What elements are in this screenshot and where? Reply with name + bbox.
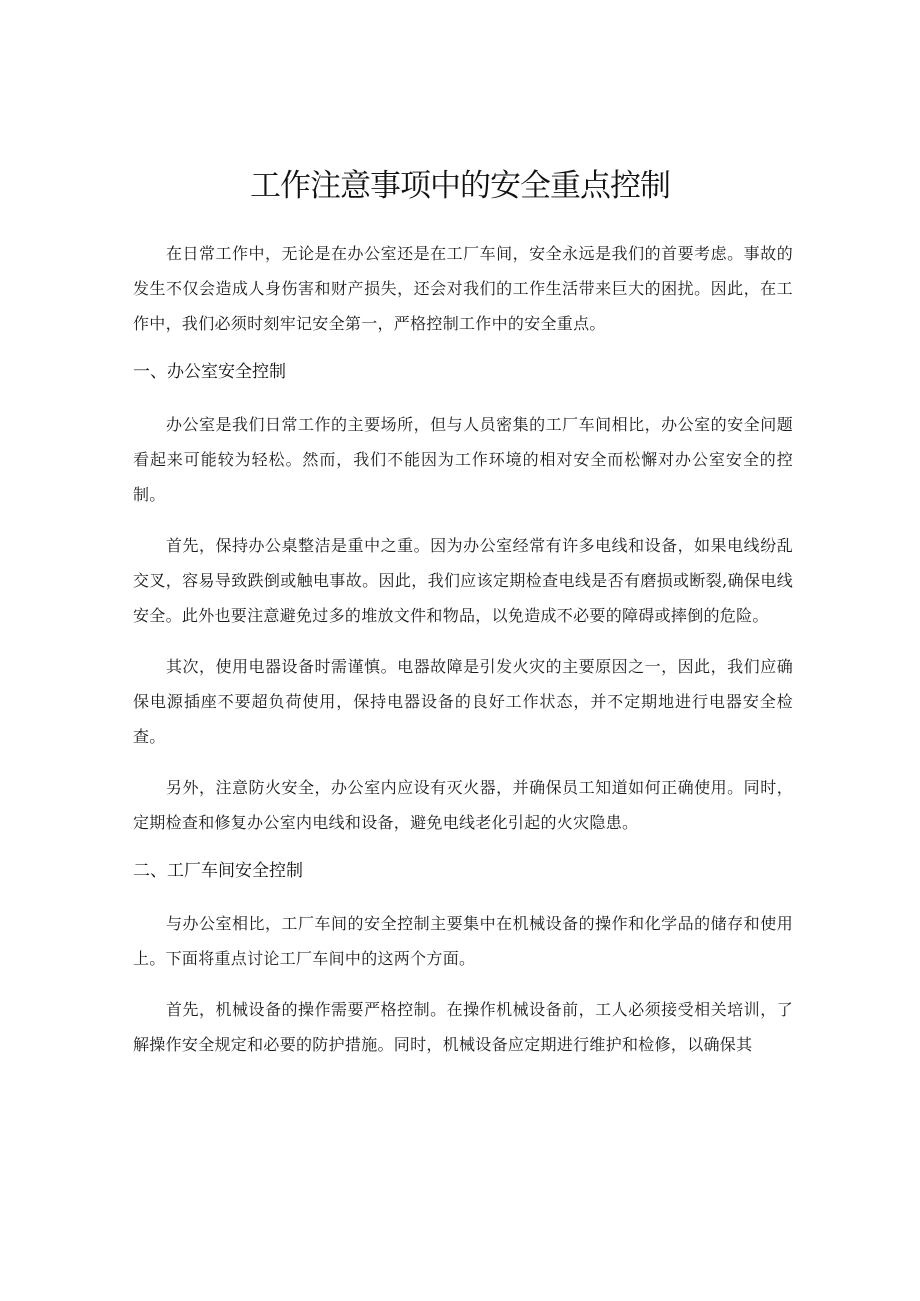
office-paragraph-3: 其次，使用电器设备时需谨慎。电器故障是引发火灾的主要原因之一，因此，我们应确保电源插座不要超负荷使用，保持电器设备的良好工作状态，并不定期地进行电器安全检查。 [133,657,793,746]
page-title: 工作注意事项中的安全重点控制 [250,168,670,204]
intro-paragraph: 在日常工作中，无论是在办公室还是在工厂车间，安全永远是我们的首要考虑。事故的发生不仅会造成人身伤害和财产损失，还会对我们的工作生活带来巨大的困扰。因此，在工作中，我们必须时刻牢记安全第一，严格控制工作中的安全重点。 [133,244,793,333]
office-paragraph-4: 另外，注意防火安全，办公室内应设有灭火器，并确保员工知道如何正确使用。同时，定期检查和修复办公室内电线和设备，避免电线老化引起的火灾隐患。 [133,778,793,832]
factory-paragraph-2: 首先，机械设备的操作需要严格控制。在操作机械设备前，工人必须接受相关培训，了解操作安全规定和必要的防护措施。同时，机械设备应定期进行维护和检修，以确保其 [133,1000,793,1054]
section-heading-factory: 二、工厂车间安全控制 [133,861,303,881]
document-body [133,236,793,1078]
section-heading-office: 一、办公室安全控制 [133,362,286,382]
office-paragraph-1: 办公室是我们日常工作的主要场所，但与人员密集的工厂车间相比，办公室的安全问题看起来可能较为轻松。然而，我们不能因为工作环境的相对安全而松懈对办公室安全的控制。 [133,415,793,504]
office-paragraph-2: 首先，保持办公桌整洁是重中之重。因为办公室经常有许多电线和设备，如果电线纷乱交叉，容易导致跌倒或触电事故。因此，我们应该定期检查电线是否有磨损或断裂,确保电线安全。此外也要注意避免过多的堆放文件和物品，以免造成不必要的障碍或摔倒的危险。 [133,536,793,625]
factory-paragraph-1: 与办公室相比，工厂车间的安全控制主要集中在机械设备的操作和化学品的储存和使用上。下面将重点讨论工厂车间中的这两个方面。 [133,914,793,968]
